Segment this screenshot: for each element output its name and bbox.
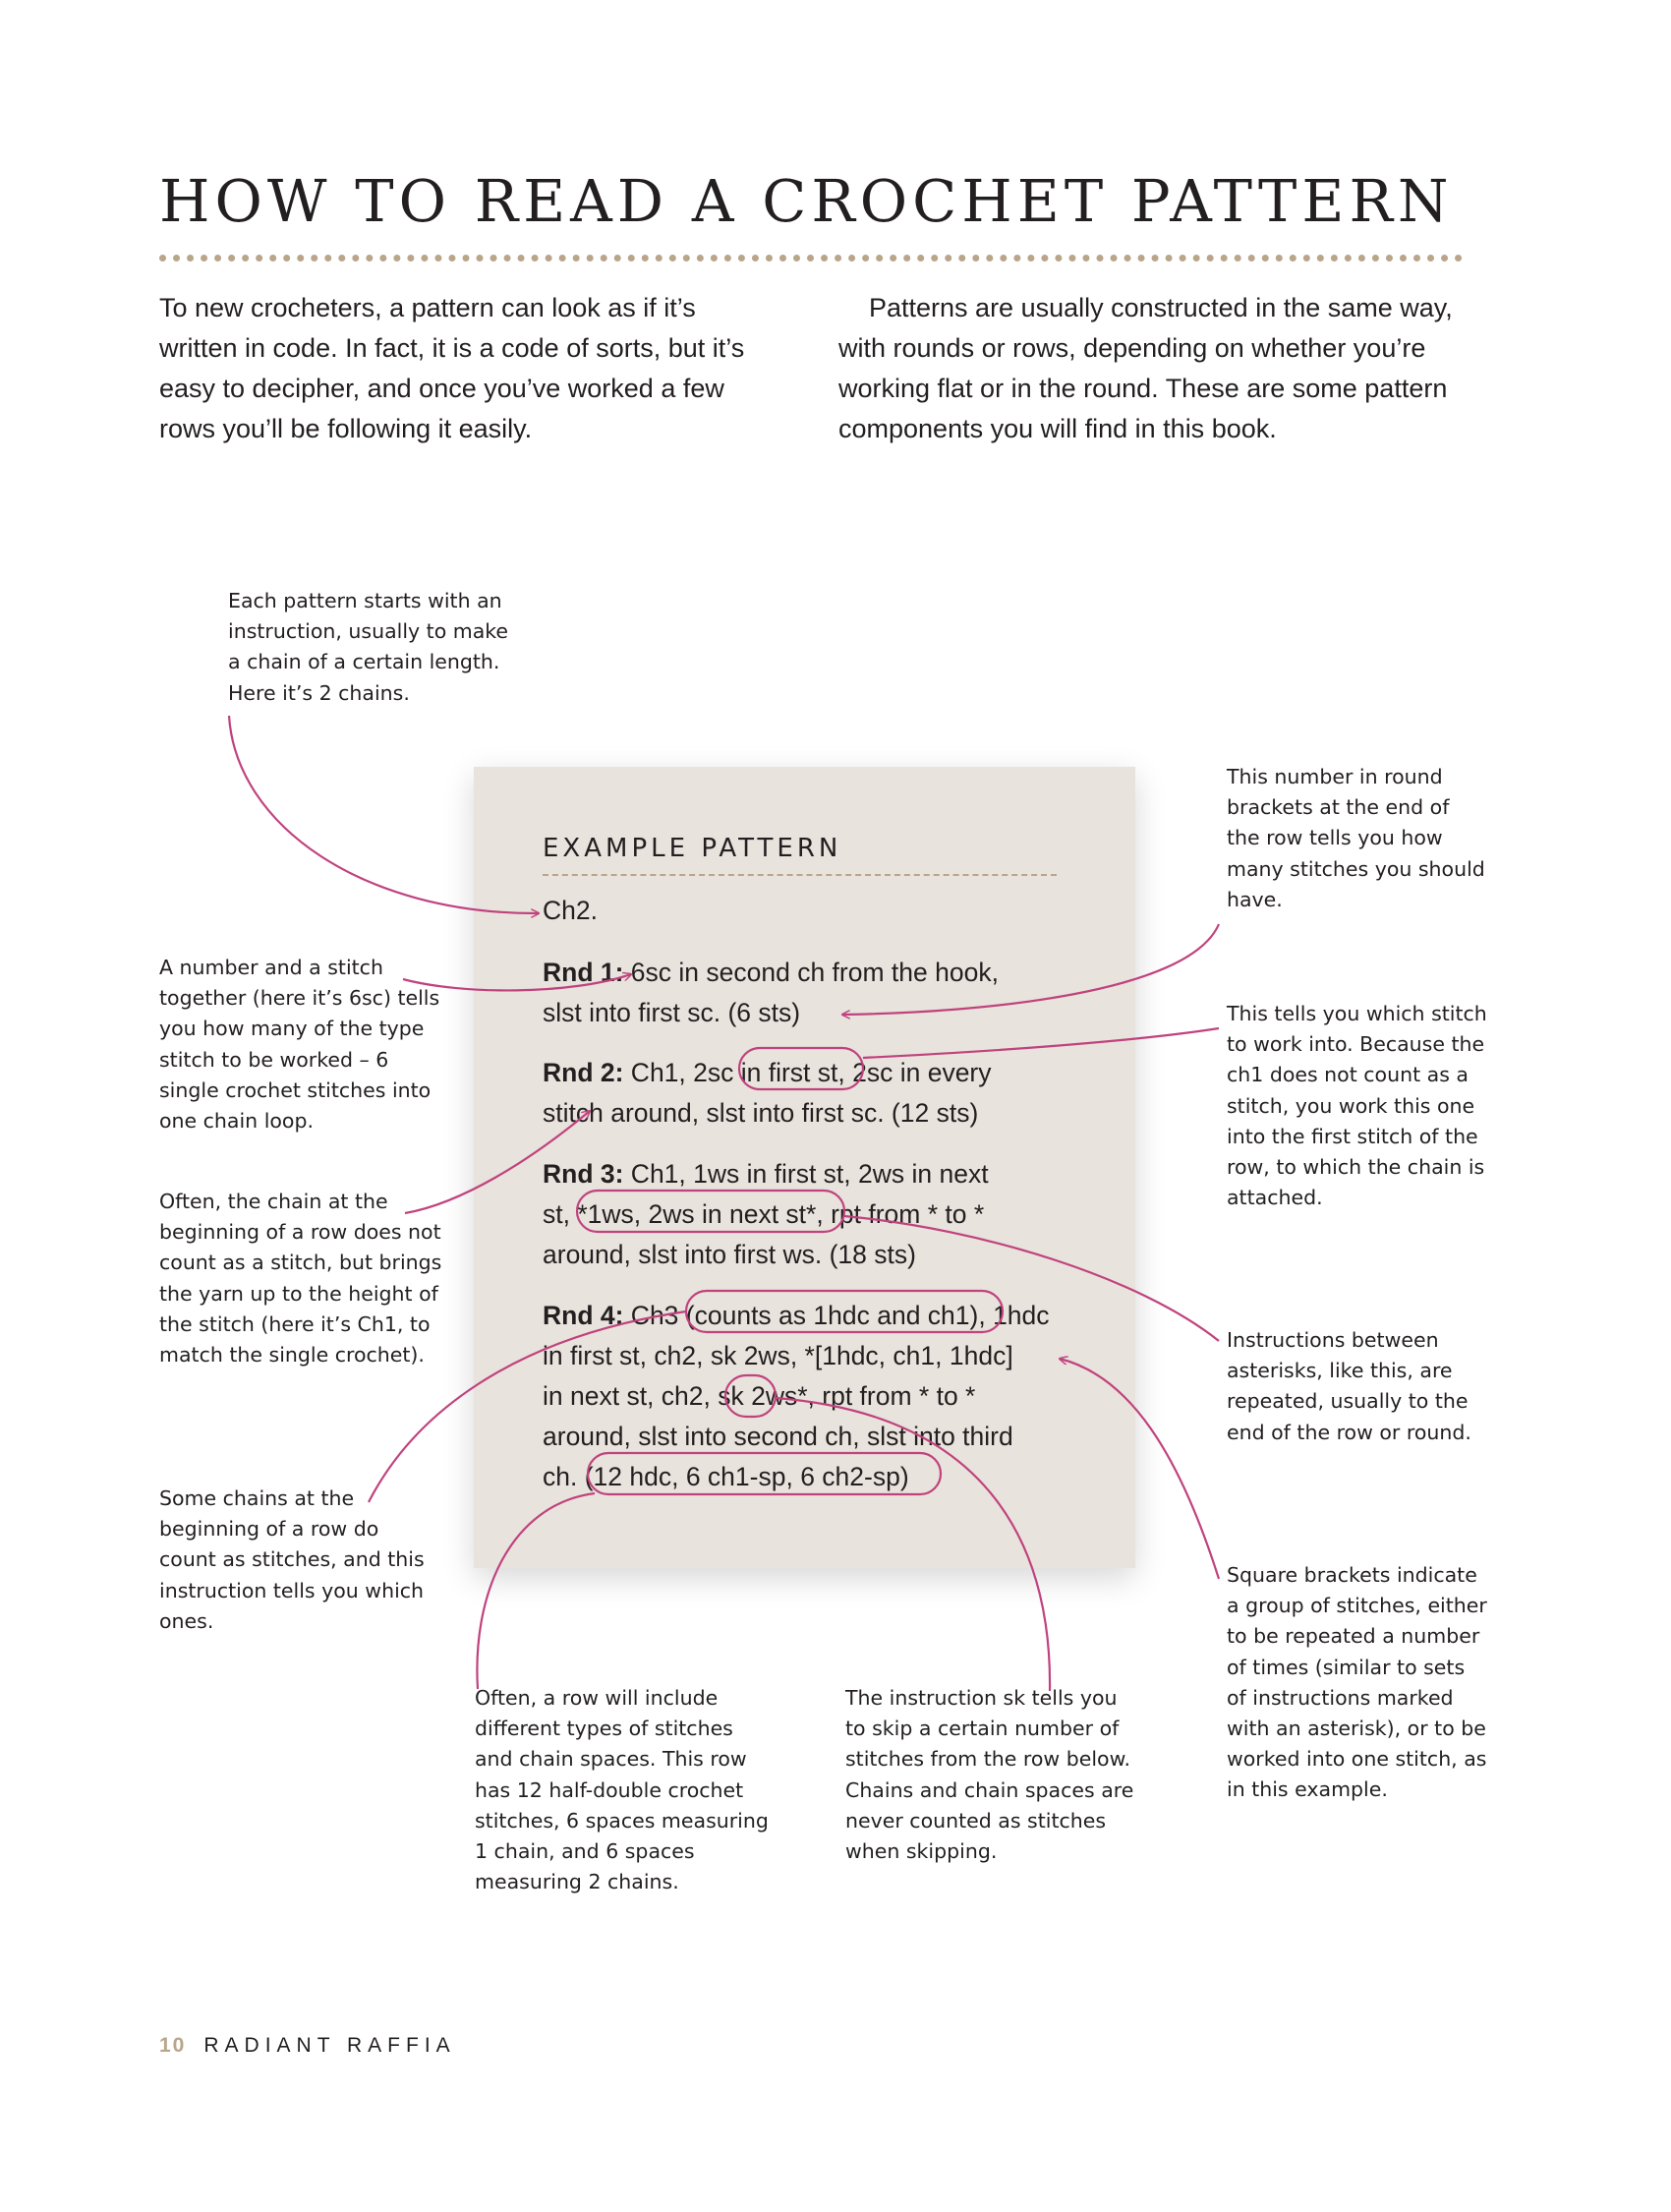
pattern-rnd4-line4: around, slst into second ch, slst into third: [543, 1422, 1013, 1451]
arrow-number-stitch: [403, 974, 631, 990]
example-pattern-heading: EXAMPLE PATTERN: [543, 834, 842, 863]
pattern-rnd4-line3: in next st, ch2, sk 2ws*, rpt from * to *: [543, 1381, 976, 1411]
note-chain-start: Each pattern starts with an instruction, usually to make a chain of a certain length. Here it’s 2 chains.: [228, 589, 509, 705]
line-skip: [776, 1398, 1050, 1691]
line-some-chains: [369, 1311, 686, 1502]
pattern-rnd3-line2: st, *1ws, 2ws in next st*, rpt from * to *: [543, 1199, 985, 1229]
rnd2-text: Ch1, 2sc in first st, 2sc in every: [623, 1058, 992, 1087]
rnd1-text: 6sc in second ch from the hook,: [623, 958, 999, 987]
rnd2-label: Rnd 2:: [543, 1058, 624, 1087]
rnd3-label: Rnd 3:: [543, 1159, 624, 1189]
arrow-round-brackets: [842, 924, 1219, 1015]
pattern-ch2: Ch2.: [543, 896, 598, 925]
note-asterisks: Instructions between asterisks, like this, are repeated, usually to the end of the row or round.: [1227, 1328, 1471, 1444]
line-which-stitch: [863, 1028, 1219, 1058]
line-types-of-stitches: [477, 1493, 595, 1689]
circle-sk: [725, 1375, 776, 1417]
note-some-chains: Some chains at the beginning of a row do count as stitches, and this instruction tells you which ones.: [159, 1486, 425, 1633]
page-title: HOW TO READ A CROCHET PATTERN: [159, 167, 1454, 235]
pattern-rnd4-line2: in first st, ch2, sk 2ws, *[1hdc, ch1, 1hdc]: [543, 1341, 1013, 1370]
note-round-brackets: This number in round brackets at the end of the row tells you how many stitches you should have.: [1227, 765, 1485, 911]
line-asterisks: [844, 1216, 1219, 1341]
pattern-rnd2-line2: stitch around, slst into first sc. (12 sts): [543, 1098, 979, 1128]
intro-right-paragraph: Patterns are usually constructed in the same way, with rounds or rows, depending on whether you’re working flat or in the round. These are some pattern components you will find in this book.: [838, 293, 1453, 443]
rnd1-label: Rnd 1:: [543, 958, 624, 987]
note-number-stitch: A number and a stitch together (here it’s 6sc) tells you how many of the type stitch to be worked – 6 single crochet stitches into one chain loop.: [159, 956, 440, 1134]
circle-1ws-2ws: [577, 1191, 844, 1232]
note-skip: The instruction sk tells you to skip a certain number of stitches from the row below. Chains and chain spaces are never counted as stitches when skipping.: [845, 1686, 1134, 1864]
arrow-chain-beginning: [405, 1111, 590, 1213]
pattern-rnd4-line5: ch. (12 hdc, 6 ch1-sp, 6 ch2-sp): [543, 1462, 909, 1491]
rnd4-label: Rnd 4:: [543, 1301, 624, 1330]
note-chain-beginning: Often, the chain at the beginning of a row does not count as a stitch, but brings the yarn up to the height of the stitch (here it’s Ch1, to match the single crochet).: [159, 1190, 442, 1368]
page-footer: [159, 2034, 456, 2058]
rnd4-text: Ch3 (counts as 1hdc and ch1), 1hdc: [623, 1301, 1050, 1330]
circle-counts-as: [686, 1291, 1003, 1332]
note-square-brackets: Square brackets indicate a group of stitches, either to be repeated a number of times (similar to sets of instructions marked with an asterisk), or to be worked into one stitch, as in this example.: [1227, 1563, 1487, 1802]
book-title: RADIANT RAFFIA: [203, 2034, 456, 2057]
note-which-stitch: This tells you which stitch to work into. Because the ch1 does not count as a stitch, you work this one into the first stitch of the row, to which the chain is attached.: [1227, 1002, 1487, 1210]
pattern-rnd1-line2: slst into first sc. (6 sts): [543, 998, 801, 1027]
arrow-square-brackets: [1060, 1359, 1219, 1579]
circle-stitch-count: [588, 1453, 941, 1494]
rnd3-text: Ch1, 1ws in first st, 2ws in next: [623, 1159, 989, 1189]
arrow-chain-start: [229, 716, 539, 913]
page-number: 10: [159, 2034, 187, 2057]
circle-in-first-st: [739, 1048, 863, 1089]
pattern-rnd3-line3: around, slst into first ws. (18 sts): [543, 1240, 916, 1269]
note-types-of-stitches: Often, a row will include different types of stitches and chain spaces. This row has 12 half-double crochet stitches, 6 spaces measuring 1 chain, and 6 spaces measuring 2 chains.: [475, 1686, 769, 1894]
intro-left-paragraph: To new crocheters, a pattern can look as if it’s written in code. In fact, it is a code of sorts, but it’s easy to decipher, and once you’ve worked a few rows you’ll be following it easily.: [159, 293, 745, 443]
